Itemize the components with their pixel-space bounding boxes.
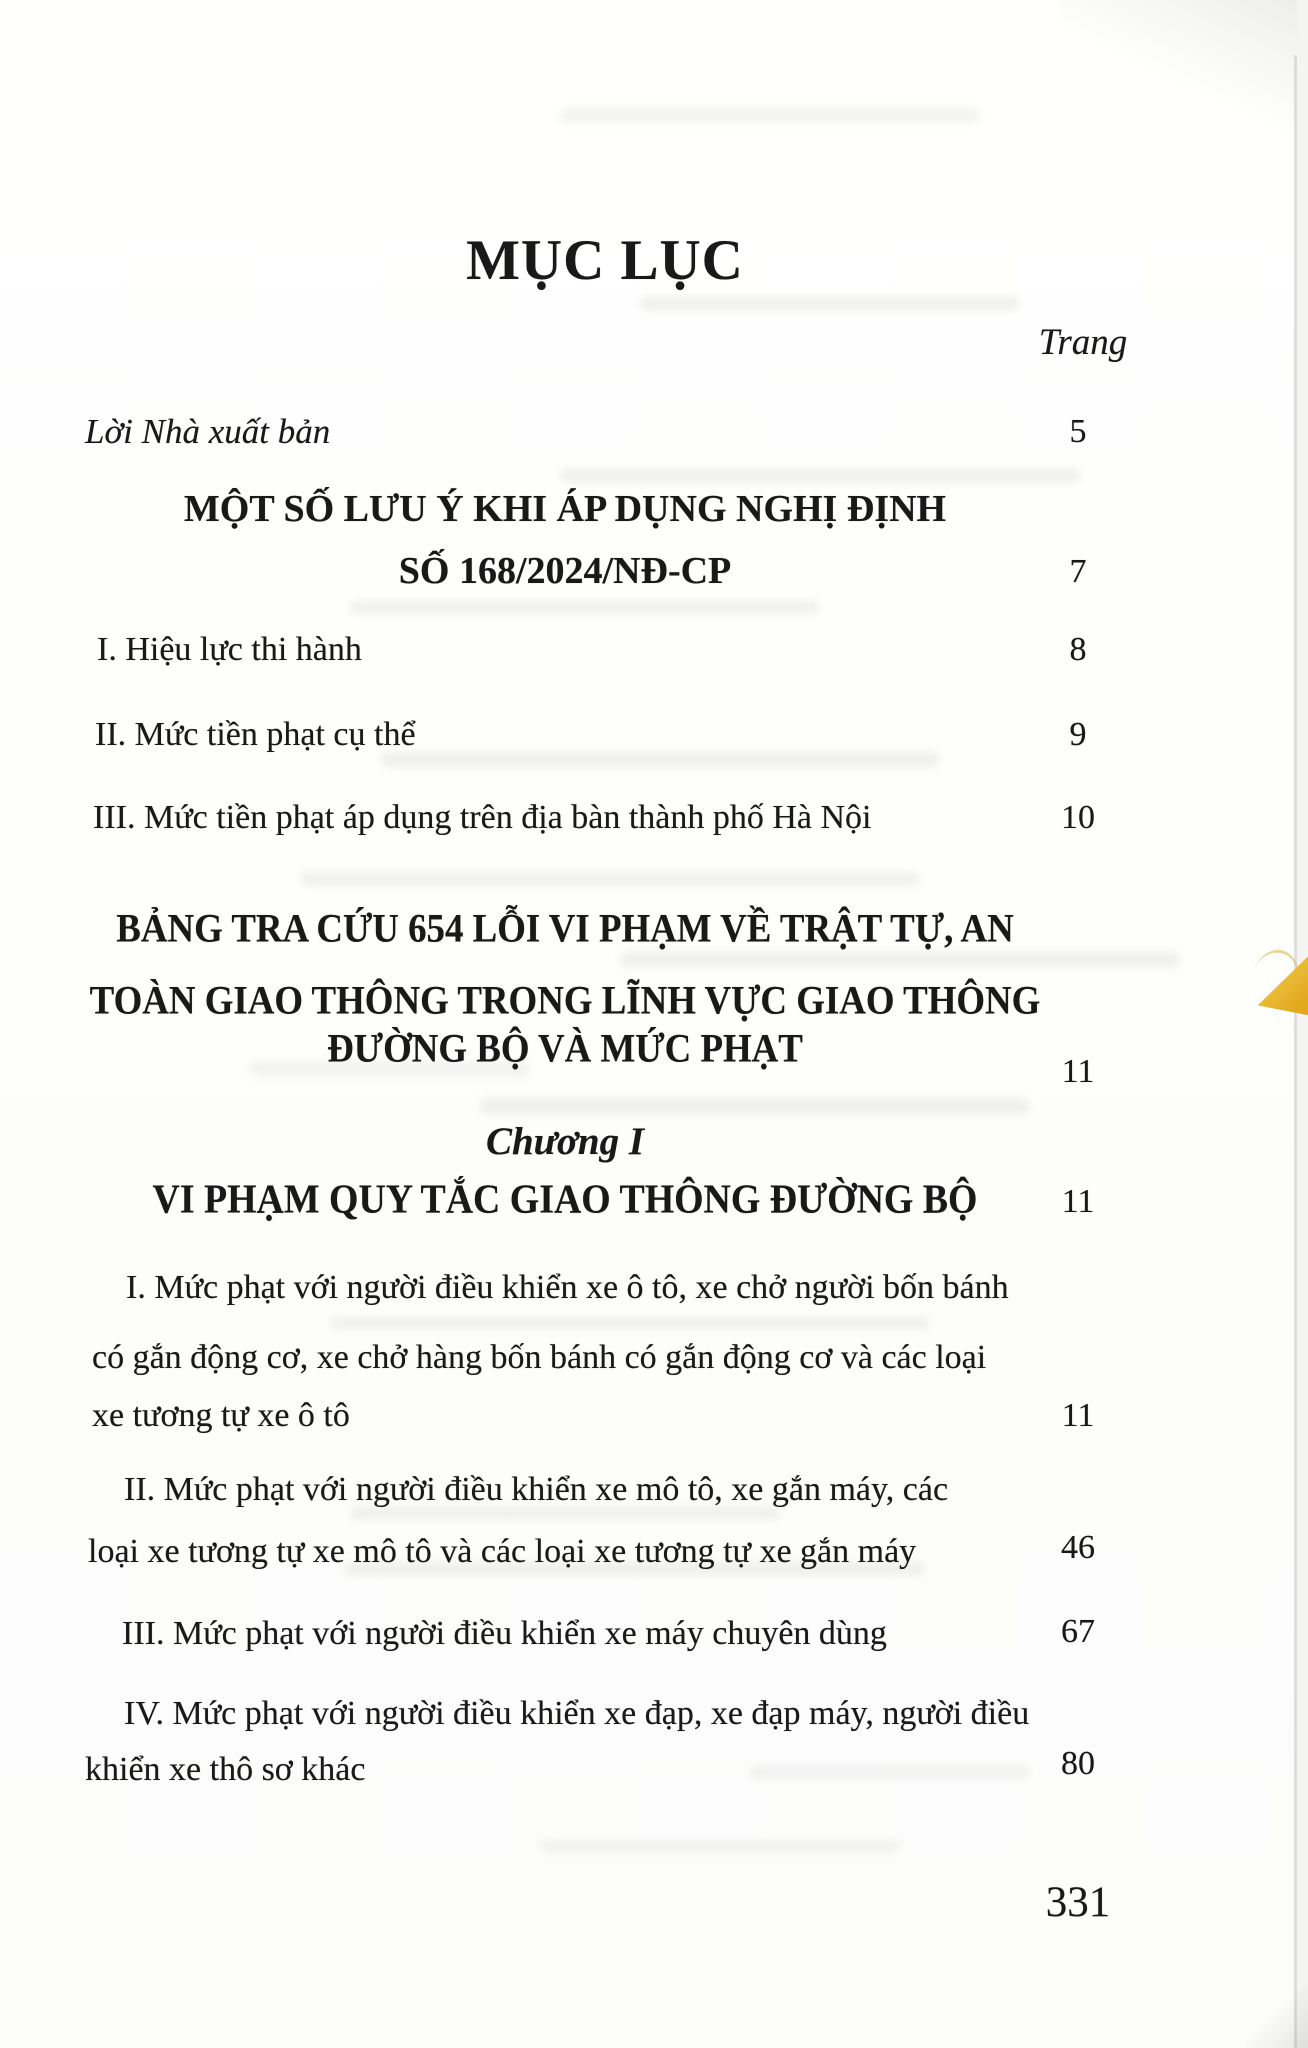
toc-heading-decree-notes-line1: MỘT SỐ LƯU Ý KHI ÁP DỤNG NGHỊ ĐỊNH — [183, 488, 947, 530]
toc-page-number: 46 — [1061, 1529, 1095, 1566]
bleed-through-artifact — [300, 872, 920, 886]
toc-item-special-vehicles: III. Mức phạt với người điều khiển xe máy chuyên dùng — [122, 1615, 887, 1652]
bleed-through-artifact — [540, 1840, 900, 1853]
toc-heading-decree-notes-line2: SỐ 168/2024/NĐ-CP — [398, 550, 732, 592]
toc-heading-lookup-line1: BẢNG TRA CỨU 654 LỖI VI PHẠM VỀ TRẬT TỰ, AN — [116, 906, 1014, 952]
toc-page-number: 5 — [1069, 413, 1087, 450]
toc-page-number: 7 — [1069, 553, 1087, 590]
toc-page-number: 8 — [1069, 631, 1087, 668]
bleed-through-artifact — [560, 108, 980, 123]
toc-item-hanoi-fines: III. Mức tiền phạt áp dụng trên địa bàn thành phố Hà Nội — [93, 799, 872, 836]
toc-item-motorbikes-line1: II. Mức phạt với người điều khiển xe mô tô, xe gắn máy, các — [124, 1471, 949, 1508]
toc-page-number: 11 — [1061, 1183, 1095, 1220]
toc-heading-lookup-line3: ĐƯỜNG BỘ VÀ MỨC PHẠT — [327, 1026, 803, 1072]
toc-item-motorbikes-line2: loại xe tương tự xe mô tô và các loại xe tương tự xe gắn máy — [88, 1533, 917, 1570]
toc-heading-lookup-line2: TOÀN GIAO THÔNG TRONG LĨNH VỰC GIAO THÔNG — [89, 978, 1041, 1024]
bookmark-tab — [1252, 948, 1308, 1018]
column-header-trang: Trang — [1038, 322, 1128, 363]
page-edge-paper — [1297, 0, 1308, 2048]
page-corner-shadow — [1060, 0, 1308, 150]
bleed-through-artifact — [560, 468, 1080, 483]
toc-item-bicycles-line1: IV. Mức phạt với người điều khiển xe đạp, xe đạp máy, người điều — [124, 1695, 1030, 1732]
toc-page-number: 11 — [1061, 1053, 1095, 1090]
toc-page-number: 67 — [1061, 1613, 1095, 1650]
bleed-through-artifact — [350, 600, 820, 615]
toc-item-specific-fines: II. Mức tiền phạt cụ thể — [95, 716, 416, 753]
page-edge-line — [1294, 55, 1297, 2048]
toc-item-bicycles-line2: khiển xe thô sơ khác — [85, 1751, 366, 1788]
toc-chapter-title: VI PHẠM QUY TẮC GIAO THÔNG ĐƯỜNG BỘ — [152, 1176, 978, 1223]
bookmark-tab-edge — [1253, 944, 1305, 986]
toc-page-number: 80 — [1061, 1745, 1095, 1782]
page-title: MỤC LỤC — [466, 229, 744, 292]
toc-page-number: 9 — [1069, 716, 1087, 753]
toc-entry-publisher-note: Lời Nhà xuất bản — [85, 412, 331, 451]
toc-item-cars-line3: xe tương tự xe ô tô — [92, 1397, 350, 1434]
toc-page-number: 11 — [1061, 1397, 1095, 1434]
bleed-through-artifact — [330, 1316, 930, 1330]
toc-item-effectiveness: I. Hiệu lực thi hành — [97, 631, 362, 668]
folio-number: 331 — [1045, 1879, 1111, 1926]
bleed-through-artifact — [620, 952, 1180, 967]
toc-page-number: 10 — [1061, 799, 1095, 836]
bleed-through-artifact — [380, 752, 940, 767]
bleed-through-artifact — [640, 296, 1020, 311]
toc-item-cars-line1: I. Mức phạt với người điều khiển xe ô tô, xe chở người bốn bánh — [126, 1269, 1009, 1306]
bleed-through-artifact — [750, 1766, 1030, 1779]
toc-item-cars-line2: có gắn động cơ, xe chở hàng bốn bánh có gắn động cơ và các loại — [92, 1339, 987, 1376]
toc-chapter-label: Chương I — [485, 1120, 645, 1163]
page-corner-curl — [1246, 1986, 1308, 2048]
bleed-through-artifact — [480, 1098, 1030, 1114]
